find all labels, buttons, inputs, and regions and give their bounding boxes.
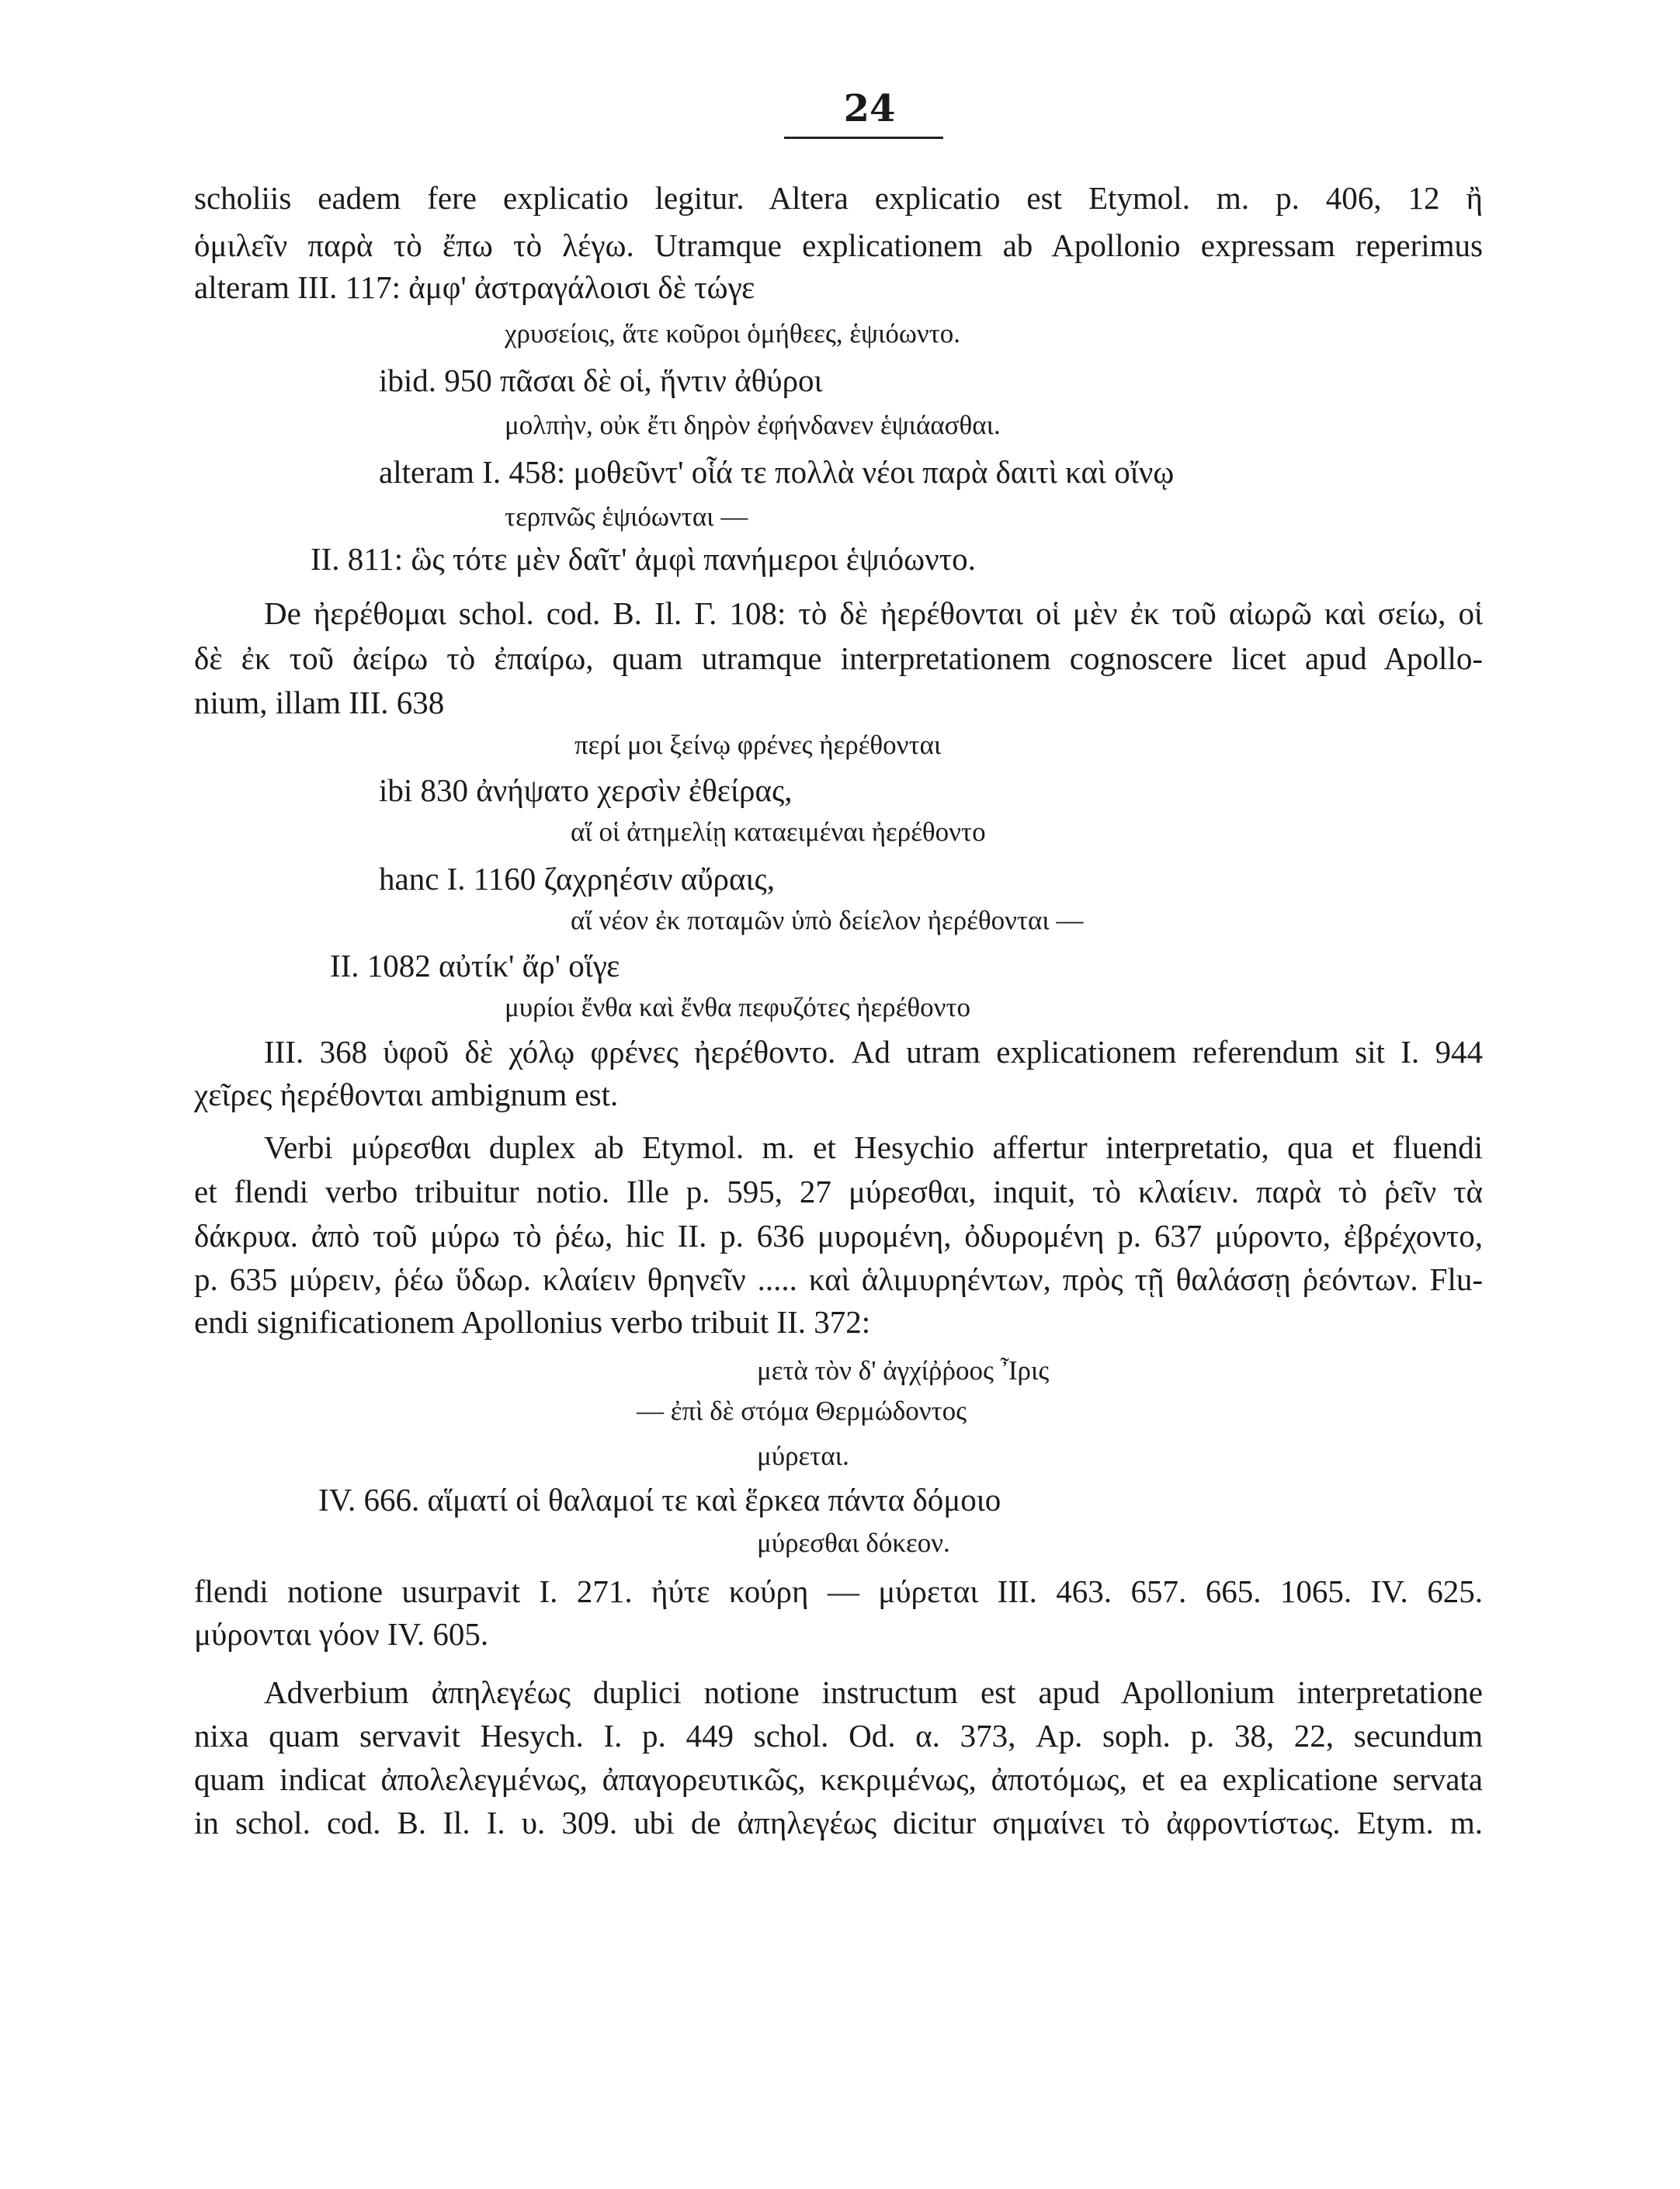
text-line: et flendi verbo tribuitur notio. Ille p. 595, 27 μύρεσθαι, inquit, τὸ κλαίειν. παρὰ τὸ ῥεῖν τὰ [194, 1174, 1483, 1209]
page-number: 24 [843, 87, 896, 130]
text-line: p. 635 μύρειν, ῥέω ὕδωρ. κλαίειν θρηνεῖν ..... καὶ ἁλιμυρηέντων, πρὸς τῇ θαλάσσῃ ῥεόντων. Flu- [194, 1261, 1483, 1297]
text-line: quam indicat ἀπολελεγμένως, ἀπαγορευτικῶς, κεκριμένως, ἀποτόμως, et ea explicatione servata [194, 1761, 1483, 1797]
text-line: δὲ ἐκ τοῦ ἀείρω τὸ ἐπαίρω, quam utramque interpretationem cognoscere licet apud Apollo- [194, 640, 1483, 676]
verse-line: μύρεται. [757, 1441, 849, 1471]
text-line: hanc I. 1160 ζαχρηέσιν αὔραις, [379, 861, 775, 897]
verse-line: μυρίοι ἔνθα καὶ ἔνθα πεφυζότες ἠερέθοντο [505, 992, 971, 1022]
text-line: in schol. cod. B. Il. I. υ. 309. ubi de ἀπηλεγέως dicitur σημαίνει τὸ ἀφροντίστως. Etym. m. [194, 1805, 1483, 1840]
text-line: scholiis eadem fere explicatio legitur. Altera explicatio est Etymol. m. p. 406, 12 ἢ [194, 180, 1483, 216]
verse-line: μετὰ τὸν δ' ἀγχίῤῥοος Ἶρις [757, 1355, 1050, 1386]
text-line: flendi notione usurpavit I. 271. ἠύτε κούρη — μύρεται III. 463. 657. 665. 1065. IV. 625. [194, 1573, 1483, 1609]
text-line: Verbi μύρεσθαι duplex ab Etymol. m. et Hesychio affertur interpretatio, qua et fluendi [264, 1129, 1483, 1165]
text-line: δάκρυα. ἀπὸ τοῦ μύρω τὸ ῥέω, hic II. p. 636 μυρομένη, ὀδυρομένη p. 637 μύροντο, ἐβρέχοντο, [194, 1218, 1483, 1254]
verse-line: αἵ οἱ ἀτημελίῃ καταειμέναι ἠερέθοντο [571, 817, 986, 847]
text-line: endi significationem Apollonius verbo tribuit II. 372: [194, 1304, 871, 1340]
page-number-rule [784, 137, 943, 139]
text-line: nium, illam III. 638 [194, 685, 445, 720]
verse-line: — ἐπὶ δὲ στόμα Θερμώδοντος [637, 1396, 967, 1426]
text-line: χεῖρες ἠερέθονται ambignum est. [194, 1077, 619, 1112]
text-line: II. 1082 αὐτίκ' ἄρ' οἵγε [330, 948, 620, 983]
text-line: De ἠερέθομαι schol. cod. B. Il. Γ. 108: τὸ δὲ ἠερέθονται οἱ μὲν ἐκ τοῦ αἰωρῶ καὶ σείω, οἱ [264, 595, 1483, 631]
text-line: ὁμιλεῖν παρὰ τὸ ἔπω τὸ λέγω. Utramque explicationem ab Apollonio expressam reperimus [194, 227, 1483, 263]
verse-line: περί μοι ξείνῳ φρένες ἠερέθονται [574, 730, 942, 760]
text-line: alteram III. 117: ἀμφ' ἀστραγάλοισι δὲ τώγε [194, 269, 755, 305]
verse-line: τερπνῶς ἑψιόωνται — [505, 501, 748, 532]
text-line: III. 368 ὑφοῦ δὲ χόλῳ φρένες ἠερέθοντο. Ad utram explicationem referendum sit I. 944 [264, 1034, 1483, 1070]
text-line: ibi 830 ἀνήψατο χερσὶν ἐθείρας, [379, 772, 793, 808]
text-line: ibid. 950 πᾶσαι δὲ οἱ, ἥντιν ἀθύροι [379, 363, 823, 398]
text-line: IV. 666. αἵματί οἱ θαλαμοί τε καὶ ἕρκεα πάντα δόμοιο [318, 1482, 1001, 1518]
text-line: Adverbium ἀπηλεγέως duplici notione instructum est apud Apollonium interpretatione [264, 1674, 1483, 1710]
text-line: II. 811: ὣς τότε μὲν δαῖτ' ἀμφὶ πανήμεροι ἑψιόωντο. [311, 541, 976, 577]
verse-line: μύρεσθαι δόκεον. [757, 1528, 950, 1558]
text-line: alteram I. 458: μοθεῦντ' οἷά τε πολλὰ νέοι παρὰ δαιτὶ καὶ οἴνῳ [379, 454, 1175, 490]
text-line: nixa quam servavit Hesych. I. p. 449 schol. Od. α. 373, Ap. soph. p. 38, 22, secundum [194, 1718, 1483, 1754]
verse-line: μολπὴν, οὐκ ἔτι δηρὸν ἐφήνδανεν ἑψιάασθαι. [505, 410, 1001, 440]
verse-line: χρυσείοις, ἅτε κοῦροι ὁμήθεες, ἑψιόωντο. [505, 318, 961, 349]
text-line: μύρονται γόον IV. 605. [194, 1616, 489, 1652]
verse-line: αἵ νέον ἐκ ποταμῶν ὑπὸ δείελον ἠερέθονται — [571, 905, 1084, 935]
